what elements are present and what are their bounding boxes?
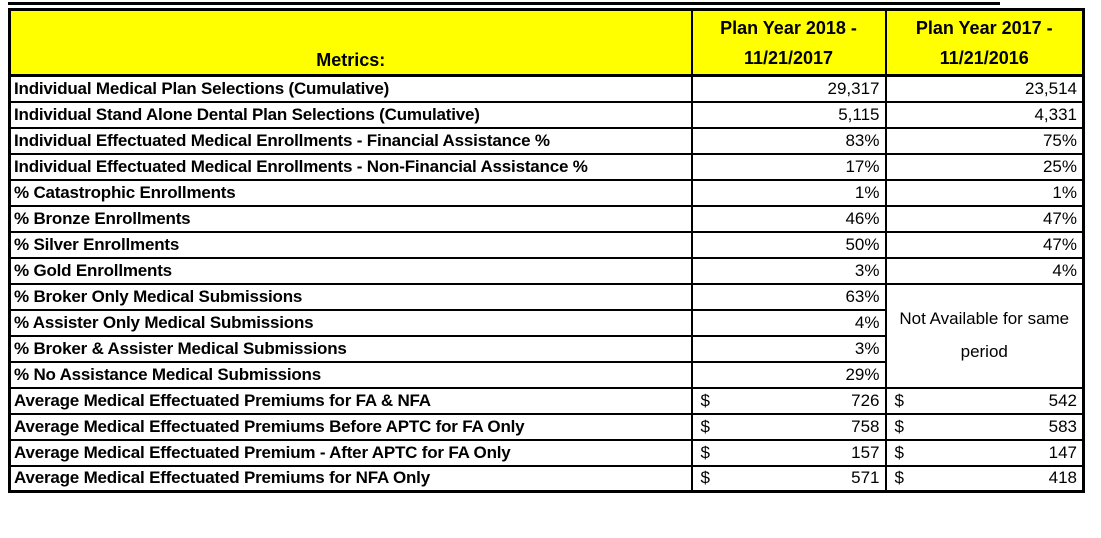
plan-year-2018-line1: Plan Year 2018 -: [720, 17, 857, 38]
metric-label-cell: % Silver Enrollments: [10, 232, 692, 258]
value-number: 147: [1048, 442, 1077, 462]
metric-label-cell: Average Medical Effectuated Premiums Before APTC for FA Only: [10, 414, 692, 440]
not-available-cell: Not Available for same period: [886, 284, 1084, 388]
value-2018-cell: [692, 440, 886, 466]
value-2017-cell: 4%: [886, 258, 1084, 284]
value-number: 571: [851, 468, 880, 488]
table-row: [10, 232, 1084, 258]
value-2017-cell: 23,514: [886, 76, 1084, 102]
currency-symbol: $: [700, 468, 710, 488]
table-row: [10, 388, 1084, 414]
currency-symbol: $: [894, 416, 904, 436]
table-header: [10, 10, 1084, 76]
value-2017-cell: [886, 388, 1084, 414]
currency-symbol: $: [894, 442, 904, 462]
metric-label-cell: Average Medical Effectuated Premiums for NFA Only: [10, 466, 692, 492]
metric-label-cell: Individual Medical Plan Selections (Cumulative): [10, 76, 692, 102]
value-2017-cell: 1%: [886, 180, 1084, 206]
metric-label-cell: Average Medical Effectuated Premiums for FA & NFA: [10, 388, 692, 414]
value-2018-cell: 3%: [692, 258, 886, 284]
metric-label-cell: % Bronze Enrollments: [10, 206, 692, 232]
plan-year-2018-line2: 11/21/2017: [743, 47, 834, 68]
plan-year-2017-line2: 11/21/2016: [939, 47, 1029, 68]
table-row: [10, 102, 1084, 128]
table-row: [10, 180, 1084, 206]
value-2017-cell: 47%: [886, 232, 1084, 258]
value-2017-cell: 47%: [886, 206, 1084, 232]
value-2017-cell: [886, 440, 1084, 466]
metric-label-cell: % No Assistance Medical Submissions: [10, 362, 692, 388]
metric-label-cell: % Broker Only Medical Submissions: [10, 284, 692, 310]
table-body: [10, 76, 1084, 492]
metric-label-cell: % Assister Only Medical Submissions: [10, 310, 692, 336]
header-cell-metrics: [10, 10, 692, 76]
currency-symbol: $: [700, 416, 710, 436]
currency-symbol: $: [700, 390, 710, 410]
metric-label-cell: % Broker & Assister Medical Submissions: [10, 336, 692, 362]
table-row: [10, 414, 1084, 440]
value-2018-cell: [692, 466, 886, 492]
value-2018-cell: 3%: [692, 336, 886, 362]
header-row: [10, 10, 1084, 76]
top-crop-line: [8, 2, 1000, 5]
table-row: [10, 154, 1084, 180]
table-row: [10, 284, 1084, 310]
value-number: 583: [1048, 416, 1077, 436]
currency-symbol: $: [894, 468, 904, 488]
value-number: 542: [1048, 390, 1077, 410]
value-2017-cell: [886, 414, 1084, 440]
value-2018-cell: 63%: [692, 284, 886, 310]
metric-label-cell: Individual Effectuated Medical Enrollments - Financial Assistance %: [10, 128, 692, 154]
value-2018-cell: 1%: [692, 180, 886, 206]
value-2018-cell: 5,115: [692, 102, 886, 128]
currency-symbol: $: [700, 442, 710, 462]
metric-label-cell: % Gold Enrollments: [10, 258, 692, 284]
value-2017-cell: 75%: [886, 128, 1084, 154]
header-cell-plan-year-2017: [886, 10, 1084, 76]
value-2018-cell: [692, 388, 886, 414]
metric-label-cell: Individual Effectuated Medical Enrollments - Non-Financial Assistance %: [10, 154, 692, 180]
value-2018-cell: [692, 414, 886, 440]
value-number: 726: [851, 390, 880, 410]
table-row: [10, 440, 1084, 466]
value-number: 418: [1048, 468, 1077, 488]
table-row: [10, 466, 1084, 492]
header-cell-plan-year-2018: [692, 10, 886, 76]
metric-label-cell: Average Medical Effectuated Premium - After APTC for FA Only: [10, 440, 692, 466]
metrics-header-label: Metrics:: [316, 50, 386, 70]
plan-year-2017-line1: Plan Year 2017 -: [915, 17, 1053, 38]
table-row: [10, 76, 1084, 102]
table-row: [10, 206, 1084, 232]
currency-symbol: $: [894, 390, 904, 410]
value-number: 758: [851, 416, 880, 436]
metric-label-cell: Individual Stand Alone Dental Plan Selections (Cumulative): [10, 102, 692, 128]
value-2018-cell: 50%: [692, 232, 886, 258]
metrics-table: [8, 8, 1085, 493]
value-2017-cell: 25%: [886, 154, 1084, 180]
value-2018-cell: 83%: [692, 128, 886, 154]
value-number: 157: [851, 442, 880, 462]
metric-label-cell: % Catastrophic Enrollments: [10, 180, 692, 206]
value-2018-cell: 4%: [692, 310, 886, 336]
value-2018-cell: 29%: [692, 362, 886, 388]
table-row: [10, 128, 1084, 154]
table-row: [10, 258, 1084, 284]
value-2017-cell: 4,331: [886, 102, 1084, 128]
value-2018-cell: 29,317: [692, 76, 886, 102]
value-2018-cell: 46%: [692, 206, 886, 232]
value-2017-cell: [886, 466, 1084, 492]
value-2018-cell: 17%: [692, 154, 886, 180]
